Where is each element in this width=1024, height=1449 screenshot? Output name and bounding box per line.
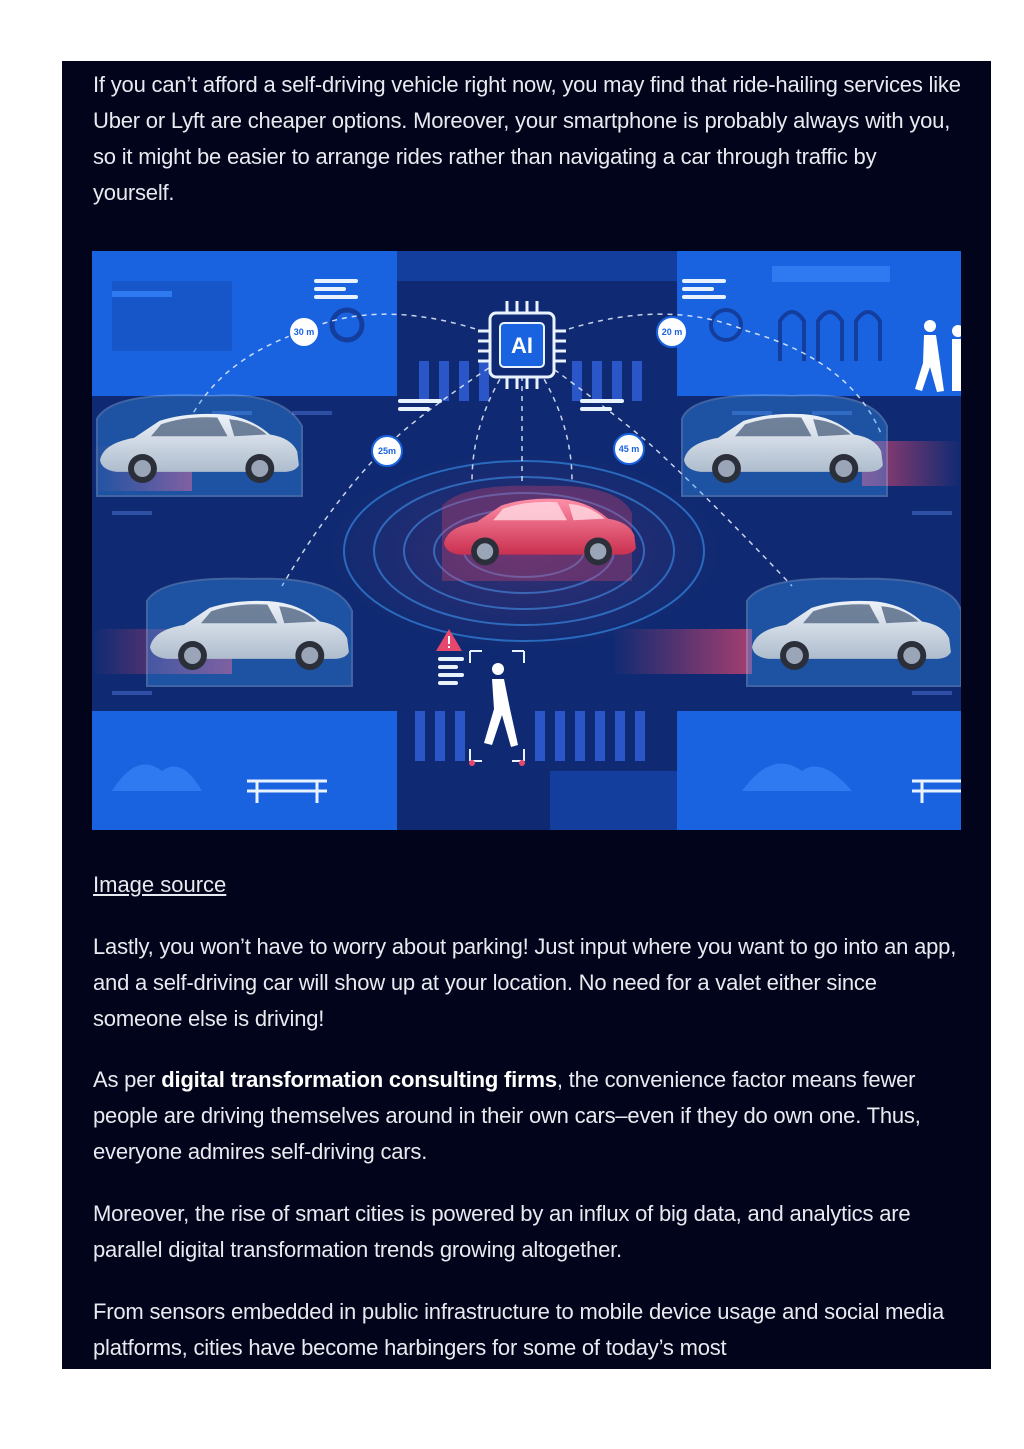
svg-text:20 m: 20 m bbox=[661, 327, 683, 337]
consulting-firms-link[interactable]: digital transformation consulting firms bbox=[161, 1067, 557, 1092]
paragraph-convenience-prefix: As per bbox=[93, 1067, 162, 1092]
distance-badge bbox=[657, 317, 687, 347]
paragraph-parking: Lastly, you won’t have to worry about parking! Just input where you want to go into an app, and a self-driving car will show up at your location. No need for a valet either since someone else is driving! bbox=[93, 934, 957, 1031]
paragraph-convenience bbox=[93, 1062, 963, 1170]
car-top-left bbox=[97, 395, 302, 496]
svg-text:45 m: 45 m bbox=[618, 444, 640, 454]
car-top-right bbox=[682, 395, 887, 496]
paragraph-sensors: From sensors embedded in public infrastructure to mobile device usage and social media platforms, cities have become harbingers for some of today’s most bbox=[93, 1299, 945, 1360]
ai-chip-icon bbox=[478, 301, 566, 389]
ai-chip-label: AI bbox=[511, 333, 533, 358]
image-source-link[interactable]: Image source bbox=[93, 872, 227, 897]
paragraph-convenience-suffix: , the convenience factor means fewer people are driving themselves around in their own cars–even if they do own one. Thus, everyone admires self-driving cars. bbox=[93, 1067, 921, 1164]
paragraph-smart-cities: Moreover, the rise of smart cities is powered by an influx of big data, and analytics are parallel digital transformation trends growing altogether. bbox=[93, 1201, 911, 1262]
svg-text:25m: 25m bbox=[377, 446, 397, 456]
distance-badge bbox=[614, 434, 644, 464]
car-bottom-left bbox=[147, 579, 352, 686]
car-autonomous-center bbox=[442, 486, 636, 581]
self-driving-illustration bbox=[92, 251, 961, 830]
distance-badge bbox=[289, 317, 319, 347]
svg-text:30 m: 30 m bbox=[293, 327, 315, 337]
car-bottom-right bbox=[747, 579, 961, 686]
distance-badge bbox=[372, 436, 402, 466]
article-panel bbox=[62, 61, 991, 1369]
paragraph-ride-hailing: If you can’t afford a self-driving vehicle right now, you may find that ride-hailing services like Uber or Lyft are cheaper options. Moreover, your smartphone is probably always with you, so it might be easier to arrange rides rather than navigating a car through traffic by yourself. bbox=[93, 72, 961, 205]
